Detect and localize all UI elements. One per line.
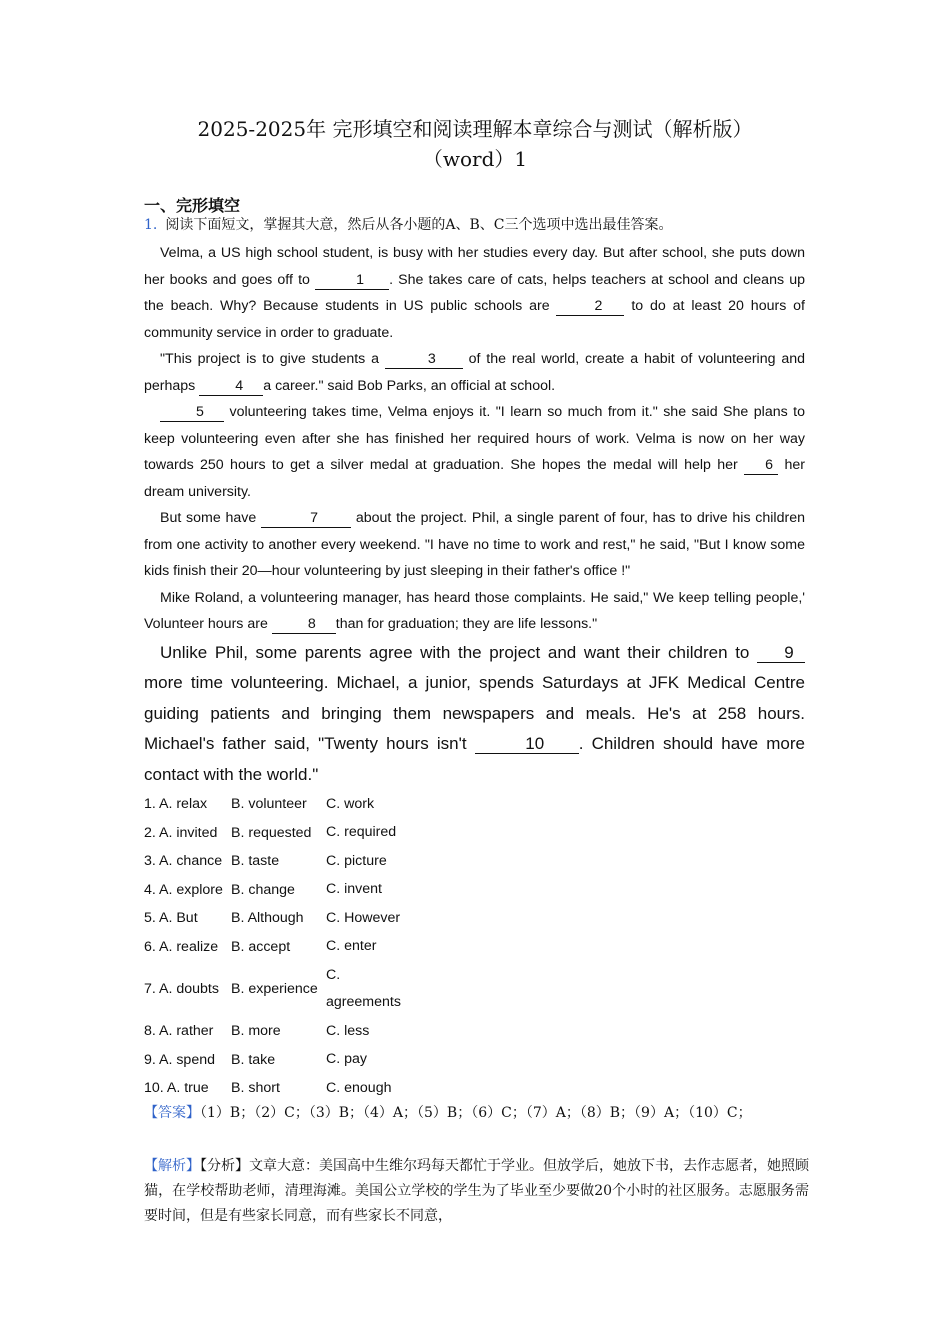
passage-text: . She takes care of cats, helps teachers at school and cleans up the beach. Why? Because students in US public schools are <box>144 271 805 314</box>
option-c: C. required <box>326 824 397 841</box>
blank-7: 7 <box>261 509 351 528</box>
option-a: 2. A. invited <box>144 824 218 841</box>
passage-paragraph <box>144 399 805 505</box>
passage-paragraph <box>144 585 805 638</box>
option-b: B. requested <box>231 824 312 841</box>
blank-6: 6 <box>744 456 778 475</box>
passage-text: Velma, a US high school student, is busy with her studies every day. But after school, she puts down her books and goes off to <box>144 245 805 288</box>
option-a: 8. A. rather <box>144 1023 214 1040</box>
blank-2: 2 <box>556 297 624 316</box>
option-c: C. invent <box>326 881 382 898</box>
option-b: B. short <box>231 1080 280 1097</box>
passage-text: about the project. Phil, a single parent of four, has to drive his children from one activity to another every weekend. "I have no time to work and rest," he said, "But I know some kids finish their 20—hour volunteering by just sleeping in their father's office !" <box>144 510 805 579</box>
blank-10: 10 <box>475 735 579 754</box>
option-a: 10. A. true <box>144 1080 209 1097</box>
question-number: 1. <box>144 217 158 233</box>
passage-text: her dream university. <box>144 457 805 500</box>
instruction-text: 阅读下面短文，掌握其大意，然后从各小题的A、B、C三个选项中选出最佳答案。 <box>165 217 673 233</box>
option-b: B. accept <box>231 938 291 955</box>
blank-5: 5 <box>160 403 224 422</box>
option-a: 1. A. relax <box>144 796 208 813</box>
option-c: C. pay <box>326 1051 368 1068</box>
option-row <box>144 790 411 819</box>
section-heading: 一、完形填空 <box>144 196 241 215</box>
passage-text: "This project is to give students a <box>160 351 379 367</box>
option-a: 5. A. But <box>144 910 198 927</box>
option-a: 9. A. spend <box>144 1051 215 1068</box>
option-c: C. enter <box>326 938 377 955</box>
option-row <box>144 1046 411 1075</box>
option-b: B. volunteer <box>231 796 307 813</box>
passage-paragraph <box>144 346 805 399</box>
passage-text: more time volunteering. Michael, a junior, spends Saturdays at JFK Medical Centre guiding patients and bringing them newspapers and meals. He's at 258 hours. Michael's father said, "Twenty hours isn't <box>144 673 805 753</box>
blank-4: 4 <box>199 377 263 396</box>
option-a: 3. A. chance <box>144 853 223 870</box>
passage-paragraph <box>144 505 805 585</box>
option-c: C. agreements <box>326 967 401 1010</box>
reading-passage <box>144 240 805 790</box>
analysis-tag: 【解析】 <box>144 1158 200 1174</box>
option-row <box>144 904 411 933</box>
option-a: 4. A. explore <box>144 881 223 898</box>
answer-tag: 【答案】 <box>144 1105 200 1121</box>
passage-text: But some have <box>160 510 257 526</box>
option-b: B. Although <box>231 910 304 927</box>
passage-text: to do at least 20 hours of community service in order to graduate. <box>144 298 805 341</box>
option-b: B. taste <box>231 853 280 870</box>
passage-text: Mike Roland, a volunteering manager, has heard those complaints. He said," We keep telling people,' Volunteer hours are <box>144 589 805 632</box>
option-c: C. enough <box>326 1079 392 1096</box>
analysis-text: 【分析】文章大意：美国高中生维尔玛每天都忙于学业。但放学后，她放下书，去作志愿者，她照顾猫，在学校帮助老师，清理海滩。美国公立学校的学生为了毕业至少要做20个小时的社区服务。志愿服务需要时间，但是有些家长同意，而有些家长不同意， <box>144 1158 809 1224</box>
option-row <box>144 847 411 876</box>
answer-text: （1）B；（2）C；（3）B；（4）A；（5）B；（6）C；（7）A；（8）B；（9）A；（10）C； <box>200 1105 752 1121</box>
passage-paragraph <box>144 240 805 346</box>
blank-1: 1 <box>315 271 389 290</box>
option-c: C. picture <box>326 852 387 869</box>
blank-8: 8 <box>272 615 336 634</box>
passage-text: a career." said Bob Parks, an official at school. <box>263 377 556 394</box>
option-row <box>144 819 411 848</box>
answer-block <box>144 1100 809 1126</box>
blank-9: 9 <box>757 644 805 663</box>
blank-3: 3 <box>385 350 463 369</box>
option-row <box>144 1017 411 1046</box>
option-row <box>144 1074 411 1103</box>
option-row <box>144 933 411 962</box>
option-a: 6. A. realize <box>144 938 219 955</box>
option-row <box>144 961 411 1017</box>
passage-text: . Children should have more contact with the world." <box>144 734 806 784</box>
title-line-1: 2025-2025年 完形填空和阅读理解本章综合与测试（解析版） <box>197 117 753 141</box>
passage-text: Unlike Phil, some parents agree with the project and want their children to <box>160 642 750 662</box>
option-b: B. experience <box>231 981 318 997</box>
option-b: B. more <box>231 1023 281 1040</box>
analysis-block <box>144 1154 809 1229</box>
question-instruction <box>144 215 672 235</box>
option-c: C. less <box>326 1022 370 1039</box>
option-b: B. change <box>231 881 295 898</box>
option-row <box>144 876 411 905</box>
option-c: C. However <box>326 909 401 926</box>
passage-text: than for graduation; they are life lessons." <box>335 616 598 632</box>
option-a: 7. A. doubts <box>144 981 219 997</box>
option-c: C. work <box>326 795 375 812</box>
passage-paragraph <box>144 638 805 791</box>
passage-text: of the real world, create a habit of volunteering and perhaps <box>144 351 805 394</box>
document-title <box>100 114 850 174</box>
options-list <box>144 790 411 1103</box>
option-b: B. take <box>231 1051 276 1068</box>
passage-text: volunteering takes time, Velma enjoys it. "I learn so much from it." she said She plans to keep volunteering even after she has finished her required hours of work. Velma is now on her way towards 250 hours to get a silver medal at graduation. She hopes the medal will help her <box>144 404 805 473</box>
title-line-2: （word）1 <box>422 147 528 171</box>
